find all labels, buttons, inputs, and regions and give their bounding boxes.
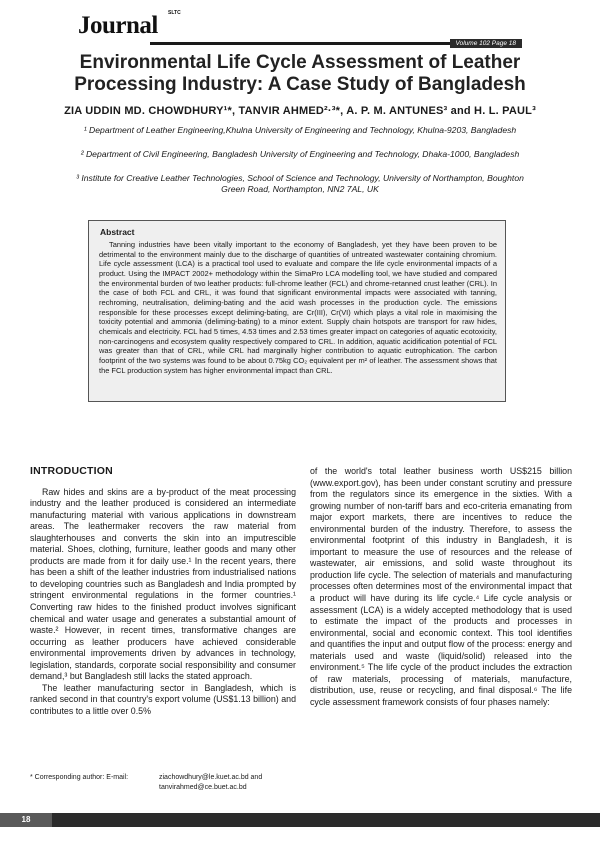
- journal-logo-small: SLTC: [168, 10, 181, 16]
- volume-page-label: Volume 102 Page 18: [450, 39, 522, 48]
- footnote-email-1: ziachowdhury@le.kuet.ac.bd and: [159, 774, 263, 781]
- body-paragraph: The leather manufacturing sector in Bangladesh, which is ranked second in that country's export volume (US$1.13 billion) and contributes to a little over 0.5%: [30, 682, 296, 716]
- abstract-box: [88, 220, 506, 402]
- body-paragraph: Raw hides and skins are a by-product of the meat processing industry and the leather produced is considered an intermediate manufacturing material with various applications in downstream areas. The leathermaker recovers the raw material from slaughterhouses and converts the skin into an imputrescible material. Shoes, clothing, furniture, leather goods and many other products are made from it for daily use.¹ In the recent years, there has been a shift of the leather industries from industrialised nations to developing countries such as Bangladesh and India prompted by stringent environmental regulations in the former countries.¹ Converting raw hides to the finished product involves significant chemical and water usage and generates a substantial amount of waste.² However, in recent times, transformative changes are occurring as leather producers have achieved considerable environmental improvements driven by advances in technology, legislation, standards, corporate social responsibility and consumer demand,³ but Bangladesh still lacks the stated approach.: [30, 486, 296, 682]
- corresponding-author-footnote: [30, 773, 263, 791]
- affiliation-1: ¹ Department of Leather Engineering,Khulna University of Engineering and Technology, Khulna-9203, Bangladesh: [83, 125, 517, 135]
- affiliation-3: ³ Institute for Creative Leather Technologies, School of Science and Technology, University of Northampton, Boughton Green Road, Northampton, NN2 7AL, UK: [76, 173, 524, 194]
- footnote-email-2: tanvirahmed@ce.buet.ac.bd: [159, 784, 247, 791]
- masthead: [0, 12, 600, 46]
- journal-logo-text: Journal: [78, 12, 158, 39]
- article-authors: ZIA UDDIN MD. CHOWDHURY¹*, TANVIR AHMED²·³*, A. P. M. ANTUNES³ and H. L. PAUL³: [64, 105, 536, 117]
- page-number: 18: [0, 813, 52, 827]
- section-heading-introduction: INTRODUCTION: [30, 465, 113, 477]
- left-column: [30, 466, 296, 717]
- footnote-emails: [159, 773, 359, 793]
- abstract-text: Tanning industries have been vitally important to the economy of Bangladesh, yet they have been proven to be detrimental to the environment mainly due to the discharge of quantities of untreated wastewater containing chromium. Life cycle assessment (LCA) is a practical tool used to evaluate and compare the life cycle environmental impacts of a product. Using the IMPACT 2002+ methodology within the SimaPro LCA modelling tool, we have studied and compared the environmental burden of two leather products: full-chrome leather (FCL) and chrome-retanned crust leather (CRL). In the case of both FCL and CRL, it was found that significant environmental impacts were associated with tanning, rechroming, neutralisation, deliming-bating and the acid wash processes in the production cycle. The emissions responsible for these processes except deliming-bating, are Cr(III), Cr(VI) which plays a vital role in maximising the toxicity potential and ammonia (deliming-bating) to a minor extent. Supply chain hotspots are transport for raw hides, chemicals and electricity. FCL had 5 times, 4.53 times and 2.53 times greater impact on categories of aquatic ecotoxicity, non-carcinogens and ecosystem quality respectively compared to CRL. In addition, aquatic acidification potential of FCL was greater than that of CRL, while CRL had marginally higher contribution to aquatic eutrophication. The carbon footprint of the two systems was found to be about 0.75kg CO₂ equivalent per m² of leather. The assessment shows that the FCL production system has higher environmental impact than CRL.: [99, 240, 497, 375]
- right-column: [310, 466, 572, 708]
- article-title: Environmental Life Cycle Assessment of Leather Processing Industry: A Case Study of Bangladesh: [74, 52, 526, 95]
- footer-bar: [0, 813, 600, 827]
- footnote-label: * Corresponding author: E-mail:: [30, 774, 129, 781]
- body-paragraph: of the world's total leather business worth US$215 billion (www.export.gov), has been under constant scrutiny and pressure from the regulators since its emergence in the sixties. With a growing number of non-tariff bars and eco-criteria emanating from major export markets, there are incentives to reduce the environmental burden of the industry. Therefore, to assess the environmental footprint of this industry in Bangladesh, it is important to measure the use of resources and the release of wastewater, air emissions, and solid waste throughout its production life cycle. The selection of materials and manufacturing processes often determines most of the environmental impact that a product will have during its life cycle.⁴ Life cycle analysis or assessment (LCA) is a widely accepted methodology that is used to estimate the impact of the products and processes in environmental, social and economic context. This tool identifies and quantifies the input and output flow of the process: energy and materials used and waste (liquid/solid) released into the environment.⁵ The life cycle of the product includes the extraction of raw materials, processing of materials, manufacture, distribution, use, reuse or recycling, and final disposal.⁶ The life cycle assessment framework consists of four phases namely:: [310, 466, 572, 707]
- journal-logo: [78, 10, 181, 40]
- affiliation-2: ² Department of Civil Engineering, Bangladesh University of Engineering and Technology, Dhaka-1000, Bangladesh: [80, 149, 520, 159]
- abstract-heading: Abstract: [100, 227, 135, 237]
